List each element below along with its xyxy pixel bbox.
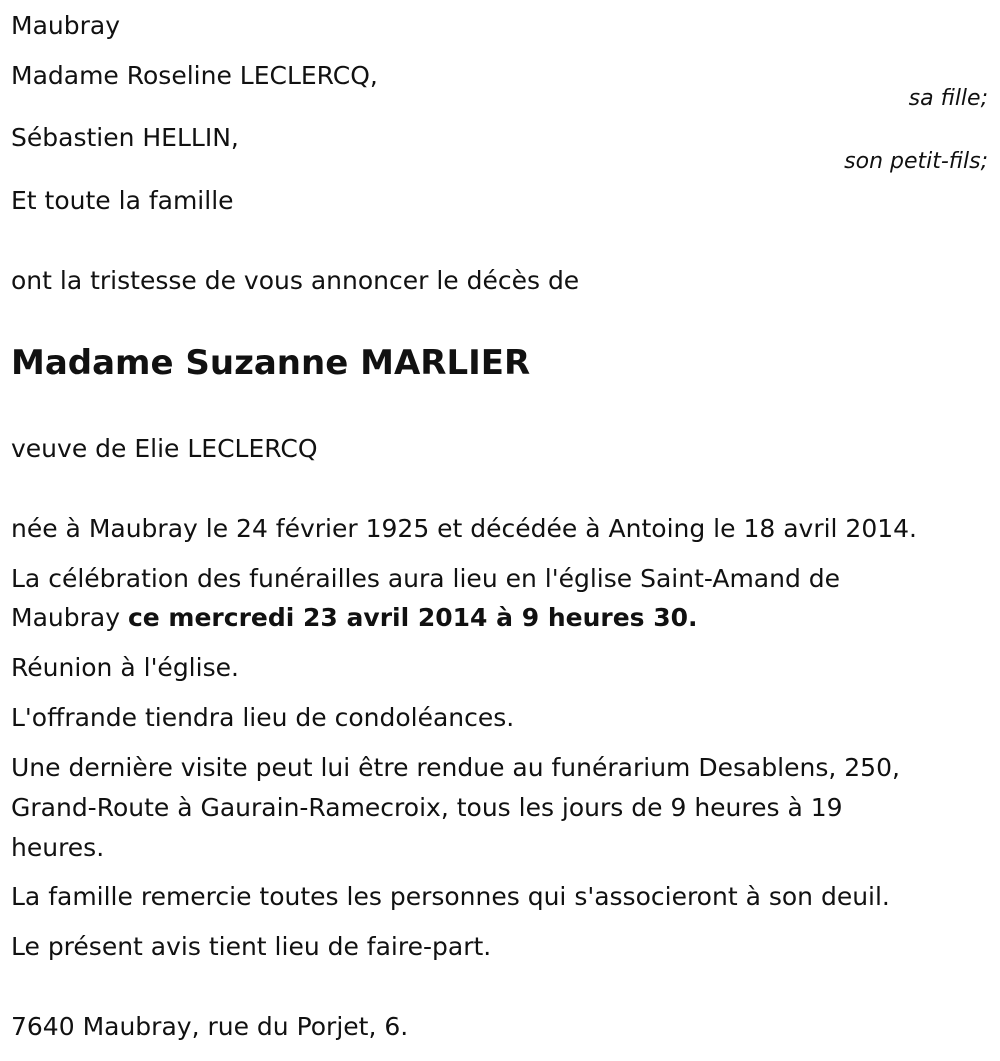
deceased-name: Madame Suzanne MARLIER	[11, 343, 531, 383]
notice-text: Le présent avis tient lieu de faire-part.	[11, 932, 492, 961]
ceremony-date: ce mercredi 23 avril 2014 à 9 heures 30.	[127, 603, 698, 632]
ceremony-place: Maubray	[11, 603, 128, 632]
ceremony-text-line2	[11, 598, 698, 638]
family-member-name: Sébastien HELLIN,	[11, 123, 239, 152]
deceased-spouse: veuve de Elie LECLERCQ	[11, 434, 318, 463]
thanks-text: La famille remercie toutes les personnes qui s'associeront à son deuil.	[11, 882, 890, 911]
header-town: Maubray	[11, 11, 120, 40]
visit-text-line1: Une dernière visite peut lui être rendue au funérarium Desablens, 250,	[11, 753, 900, 782]
family-member-name: Madame Roseline LECLERCQ,	[11, 61, 378, 90]
meeting-text: Réunion à l'église.	[11, 653, 239, 682]
offering-text: L'offrande tiendra lieu de condoléances.	[11, 703, 515, 732]
visit-text-line3: heures.	[11, 833, 105, 862]
ceremony-text-line1: La célébration des funérailles aura lieu en l'église Saint-Amand de	[11, 564, 841, 593]
family-member-relation: sa fille;	[908, 86, 988, 111]
address-text: 7640 Maubray, rue du Porjet, 6.	[11, 1012, 409, 1041]
visit-text-line2: Grand-Route à Gaurain-Ramecroix, tous les jours de 9 heures à 19	[11, 793, 843, 822]
family-member-relation: son petit-fils;	[844, 149, 988, 174]
family-closing: Et toute la famille	[11, 186, 234, 215]
birth-death-text: née à Maubray le 24 février 1925 et décédée à Antoing le 18 avril 2014.	[11, 514, 918, 543]
announcement-text: ont la tristesse de vous annoncer le décès de	[11, 266, 580, 295]
